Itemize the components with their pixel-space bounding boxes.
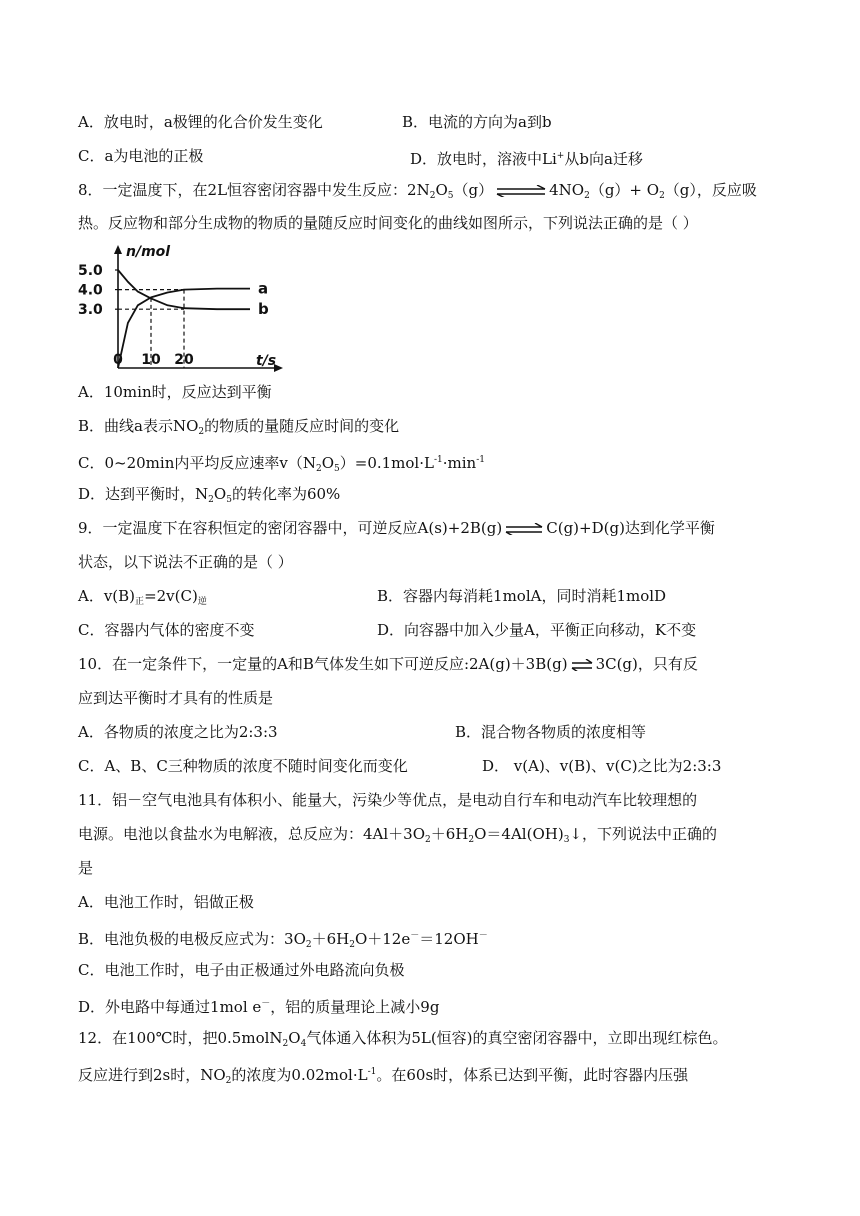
q8-option-b: B．曲线a表示$NO_2$的物质的量随反应时间的变化 (78, 417, 400, 437)
equilibrium-arrow-icon (570, 659, 594, 671)
q7-option-d: D．放电时，溶液中Li+从b向a迁移 (410, 150, 643, 168)
q8-stem-line1: 8．一定温度下，在2L恒容密闭容器中发生反应：$2N_2O_5(g)$ $4NO_2(g)+ O_2(g)$，反应吸 (78, 181, 757, 201)
q9-stem-line1: 9．一定温度下在容积恒定的密闭容器中，可逆反应A(s)+2B(g) C(g)+D(g)达到化学平衡 (78, 519, 715, 537)
q11-option-d: D．外电路中每通过1mol e－，铝的质量理论上减小9g (78, 998, 440, 1016)
q10-option-b: B．混合物各物质的浓度相等 (455, 723, 647, 741)
q9-option-d: D．向容器中加入少量A，平衡正向移动，K不变 (377, 621, 697, 639)
x-tick-label: 0 (113, 352, 123, 368)
y-axis (114, 245, 122, 368)
q9-option-b: B．容器内每消耗1molA，同时消耗1molD (377, 587, 667, 605)
q7-option-b: B．电流的方向为a到b (402, 113, 552, 131)
q9-option-c: C．容器内气体的密度不变 (78, 621, 255, 639)
q10-stem-line2: 应到达平衡时才具有的性质是 (78, 689, 274, 707)
q11-option-a: A．电池工作时，铝做正极 (78, 893, 254, 911)
q8-graph (76, 244, 286, 372)
equilibrium-arrow-icon (495, 185, 547, 197)
q7-option-c: C．a为电池的正极 (78, 147, 204, 165)
q8-option-a: A．10min时，反应达到平衡 (78, 383, 272, 401)
q11-stem-line1: 11．铝－空气电池具有体积小、能量大，污染少等优点，是电动自行车和电动汽车比较理想的 (78, 791, 698, 809)
q9-option-a: A．$v(B)_正=2v(C)_逆$ (78, 587, 207, 607)
q8-option-c: C．0~20min内平均反应速率$v(N_2O_5)=0.1mol\cdot L^{-1}\cdot\min^{-1}$ (78, 454, 485, 474)
equilibrium-arrow-icon (504, 523, 544, 535)
q12-stem-line1: 12．在100℃时，把$0.5molN_2O_4$气体通入体积为5L(恒容)的真空密闭容器中，立即出现红棕色。 (78, 1029, 728, 1049)
x-axis-label: t/s (256, 353, 277, 369)
y-tick-label: 5.0 (78, 263, 103, 279)
q11-stem-line3: 是 (78, 859, 94, 877)
y-axis-label: n/mol (126, 244, 171, 260)
q11-option-c: C．电池工作时，电子由正极通过外电路流向负极 (78, 961, 405, 979)
curve-label-a: a (258, 279, 269, 298)
y-tick-label: 4.0 (78, 282, 103, 299)
q10-option-c: C．A、B、C三种物质的浓度不随时间变化而变化 (78, 757, 408, 775)
q8-stem-line2: 热。反应物和部分生成物的物质的量随反应时间变化的曲线如图所示，下列说法正确的是（ ） (78, 214, 698, 232)
q7-option-a: A．放电时，a极锂的化合价发生变化 (78, 113, 323, 131)
q11-stem-line2: 电源。电池以食盐水为电解液，总反应为：$4Al+3O_2+6H_2O=4Al(OH)_3↓$，下列说法中正确的 (78, 825, 717, 845)
q8-option-d: D．达到平衡时，$N_2O_5$的转化率为60% (78, 485, 341, 505)
x-tick-label: 10 (141, 352, 161, 368)
x-tick-label: 20 (174, 352, 194, 368)
q9-stem-line2: 状态，以下说法不正确的是（ ） (78, 553, 293, 571)
q10-option-d: D． v(A)、v(B)、v(C)之比为2:3:3 (482, 757, 722, 775)
q10-stem-line1: 10．在一定条件下，一定量的A和B气体发生如下可逆反应:2A(g)＋3B(g) 3C(g)，只有反 (78, 655, 698, 673)
q12-stem-line2: 反应进行到2s时，$NO_2$的浓度为$0.02mol\cdot L^{-1}$。在60s时，体系已达到平衡，此时容器内压强 (78, 1066, 689, 1086)
curve-label-b: b (258, 300, 269, 319)
q10-option-a: A．各物质的浓度之比为2:3:3 (78, 723, 278, 741)
y-tick-label: 3.0 (78, 302, 103, 319)
q11-option-b: B．电池负极的电极反应式为：$3O_2+6H_2O+12e^-=12OH^-$ (78, 930, 488, 950)
